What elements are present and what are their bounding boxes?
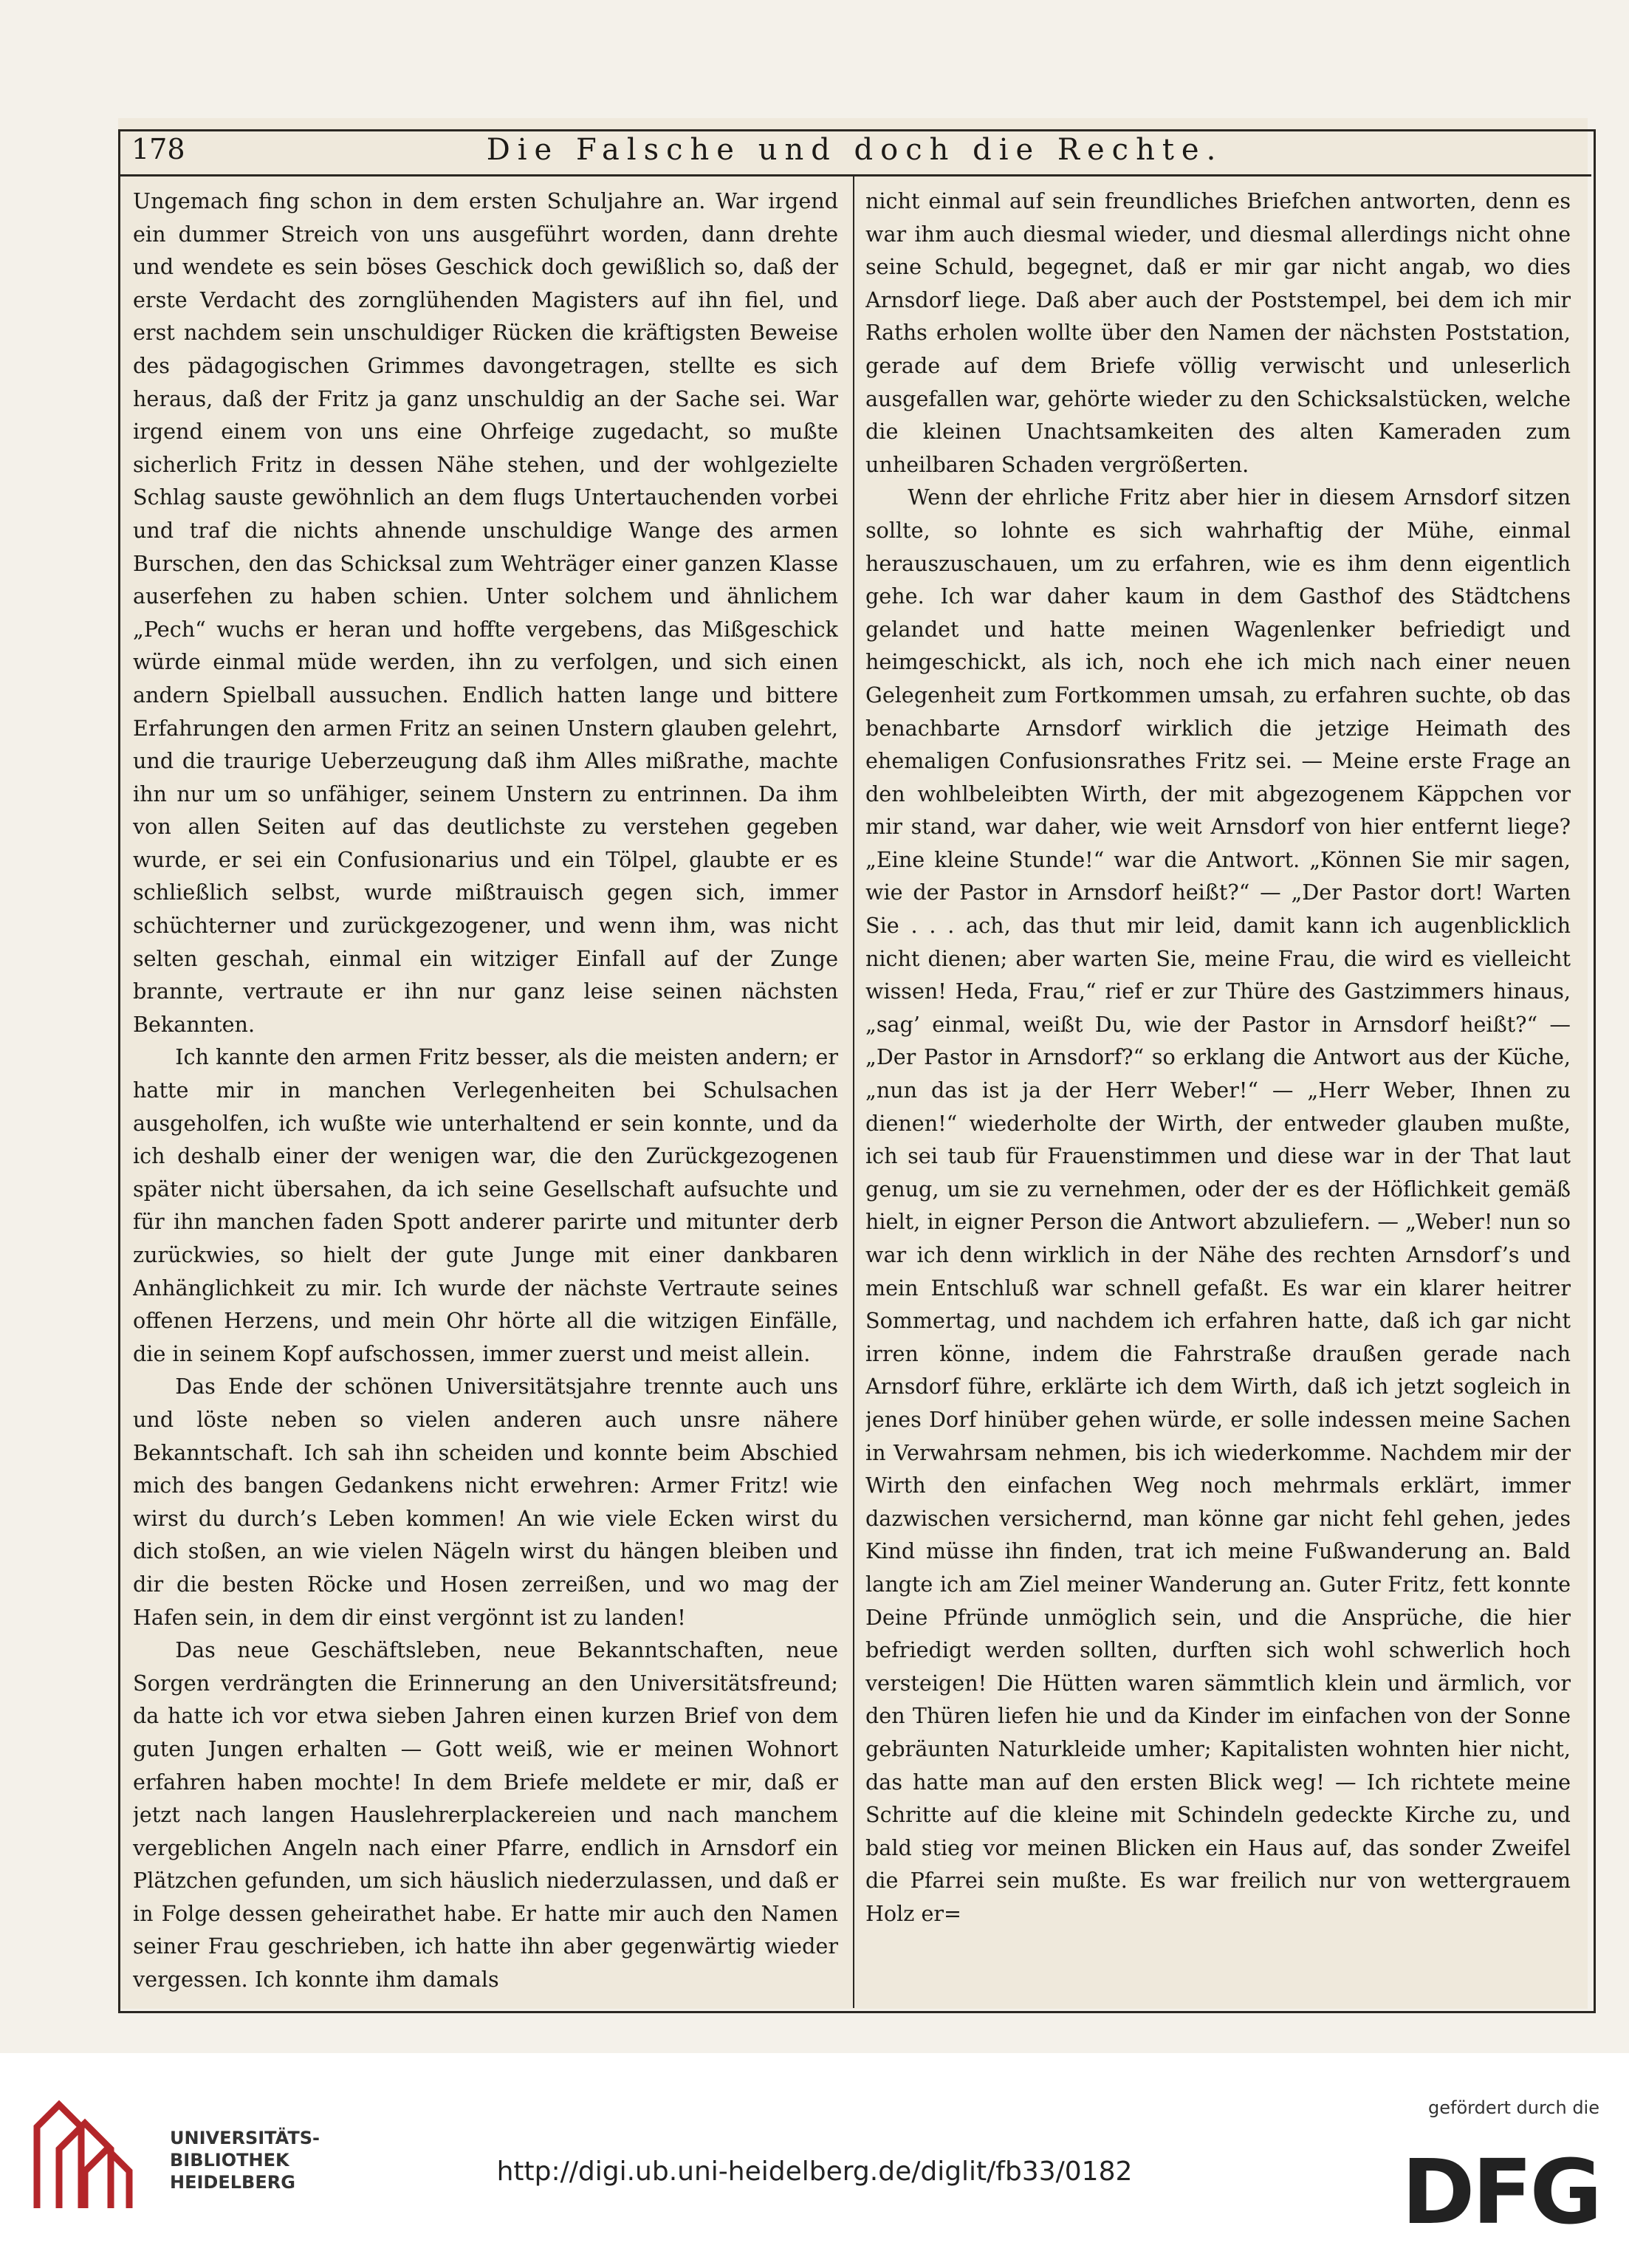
paragraph: Ungemach fing schon in dem ersten Schuljahre an. War irgend ein dummer Streich von uns ausgeführt worden, dann drehte und wendete es sein böses Geschick doch gewißlich so, daß der erste Verdacht des zornglühenden Magisters auf ihn fiel, und erst nachdem sein unschuldiger Rücken die kräftigsten Beweise des pädagogischen Grimmes davongetragen, stellte es sich heraus, daß der Fritz ja ganz unschuldig an der Sache sei. War irgend einem von uns eine Ohrfeige zugedacht, so mußte sicherlich Fritz in dessen Nähe stehen, und der wohlgezielte Schlag sauste gewöhnlich an dem flugs Untertauchenden vorbei und traf die nichts ahnende unschuldige Wange des armen Burschen, den das Schicksal zum Wehträger einer ganzen Klasse auserfehen zu haben schien. Unter solchem und ähnlichem „Pech“ wuchs er heran und hoffte vergebens, das Mißgeschick würde einmal müde werden, ihn zu verfolgen, und sich einen andern Spielball aussuchen. Endlich hatten lange und bittere Erfahrungen den armen Fritz an seinen Unstern glauben gelehrt, und die traurige Ueberzeugung daß ihm Alles mißrathe, machte ihn nur um so unfähiger, seinem Unstern zu entrinnen. Da ihm von allen Seiten auf das deutlichste zu verstehen gegeben wurde, er sei ein Confusionarius und ein Tölpel, glaubte er es schließlich selbst, wurde mißtrauisch gegen sich, immer schüchterner und zurückgezogener, und wenn ihm, was nicht selten geschah, einmal ein witziger Einfall auf der Zunge brannte, vertraute er ihn nur ganz leise seinen nächsten Bekannten. <box>133 188 838 1037</box>
digitization-footer <box>0 2053 1629 2268</box>
paragraph: Wenn der ehrliche Fritz aber hier in diesem Arnsdorf sitzen sollte, so lohnte es sich wahrhaftig der Mühe, einmal herauszuschauen, um zu erfahren, wie es ihm denn eigentlich gehe. Ich war daher kaum in dem Gasthof des Städtchens gelandet und hatte meinen Wagenlenker befriedigt und heimgeschickt, als ich, noch ehe ich mich nach einer neuen Gelegenheit zum Fortkommen umsah, zu erfahren suchte, ob das benachbarte Arnsdorf wirklich die jetzige Heimath des ehemaligen Confusionsrathes Fritz sei. — Meine erste Frage an den wohlbeleibten Wirth, der mit abgezogenem Käppchen vor mir stand, war daher, wie weit Arnsdorf von hier entfernt liege? „Eine kleine Stunde!“ war die Antwort. „Können Sie mir sagen, wie der Pastor in Arnsdorf heißt?“ — „Der Pastor dort! Warten Sie . . . ach, das thut mir leid, damit kann ich augenblicklich nicht dienen; aber warten Sie, meine Frau, die wird es vielleicht wissen! Heda, Frau,“ rief er zur Thüre des Gastzimmers hinaus, „sag’ einmal, weißt Du, wie der Pastor in Arnsdorf heißt?“ — „Der Pastor in Arnsdorf?“ so erklang die Antwort aus der Küche, „nun das ist ja der Herr Weber!“ — „Herr Weber, Ihnen zu dienen!“ wiederholte der Wirth, der entweder glauben mußte, ich sei taub für Frauenstimmen und diese war in der That laut genug, um sie zu vernehmen, oder der es der Höflichkeit gemäß hielt, in eigner Person die Antwort abzuliefern. — „Weber! nun so war ich denn wirklich in der Nähe des rechten Arnsdorf’s und mein Entschluß war schnell gefaßt. Es war ein klarer heitrer Sommertag, und nachdem ich erfahren hatte, daß ich gar nicht irren könne, indem die Fahrstraße draußen gerade nach Arnsdorf führe, erklärte ich dem Wirth, daß ich jetzt sogleich in jenes Dorf hinüber gehen würde, er solle indessen meine Sachen in Verwahrsam nehmen, bis ich wiederkomme. Nachdem mir der Wirth den einfachen Weg noch mehrmals erklärt, immer dazwischen versichernd, man könne gar nicht fehl gehen, jedes Kind müsse ihn finden, trat ich meine Fußwanderung an. Bald langte ich am Ziel meiner Wanderung an. Guter Fritz, fett konnte Deine Pfründe unmöglich sein, und die Ansprüche, die hier befriedigt werden sollten, durften sich wohl schwerlich hoch versteigen! Die Hütten waren sämmtlich klein und ärmlich, vor den Thüren liefen hie und da Kinder im einfachen von der Sonne gebräunten Naturkleide umher; Kapitalisten wohnten hier nicht, das hatte man auf den ersten Blick weg! — Ich richtete meine Schritte auf die kleine mit Schindeln gedeckte Kirche zu, und bald stieg vor meinen Blicken ein Haus auf, das sonder Zweifel die Pfarrei sein mußte. Es war freilich nur von wettergrauem Holz er= <box>865 484 1571 1926</box>
paragraph: Ich kannte den armen Fritz besser, als die meisten andern; er hatte mir in manchen Verlegenheiten bei Schulsachen ausgeholfen, ich wußte wie unterhaltend er sein konnte, und da ich deshalb einer der wenigen war, die den Zurückgezogenen später nicht übersahen, da ich seine Gesellschaft aufsuchte und für ihn manchen faden Spott anderer parirte und mitunter derb zurückwies, so hielt der gute Junge mit einer dankbaren Anhänglichkeit zu mir. Ich wurde der nächste Vertraute seines offenen Herzens, und mein Ohr hörte all die witzigen Einfälle, die in seinem Kopf aufschossen, immer zuerst und meist allein. <box>133 1044 838 1366</box>
library-name: UNIVERSITÄTS- BIBLIOTHEK HEIDELBERG <box>170 2128 320 2193</box>
left-column <box>133 185 838 2001</box>
header-rule <box>118 174 1591 177</box>
paragraph: nicht einmal auf sein freundliches Briefchen antworten, denn es war ihm auch diesmal wieder, und diesmal allerdings nicht ohne seine Schuld, begegnet, daß er mir gar nicht angab, wo dies Arnsdorf liege. Daß aber auch der Poststempel, bei dem ich mir Raths erholen wollte über den Namen der nächsten Poststation, gerade auf dem Briefe völlig verwischt und unleserlich ausgefallen war, gehörte wieder zu den Schicksalstücken, welche die kleinen Unachtsamkeiten des alten Kameraden zum unheilbaren Schaden vergrößerten. <box>865 188 1571 477</box>
right-column <box>865 185 1571 2001</box>
paragraph: Das Ende der schönen Universitätsjahre trennte auch uns und löste neben so vielen anderen auch unsre nähere Bekanntschaft. Ich sah ihn scheiden und konnte beim Abschied mich des bangen Gedankens nicht erwehren: Armer Fritz! wie wirst du durch’s Leben kommen! An wie viele Ecken wirst du dich stoßen, an wie vielen Nägeln wirst du hängen bleiben und dir die besten Röcke und Hosen zerreißen, und wo mag der Hafen sein, in dem dir einst vergönnt ist zu landen! <box>133 1374 838 1630</box>
university-library-logo-icon <box>30 2083 137 2216</box>
paragraph: Das neue Geschäftsleben, neue Bekanntschaften, neue Sorgen verdrängten die Erinnerung an den Universitätsfreund; da hatte ich vor etwa sieben Jahren einen kurzen Brief von dem guten Jungen erhalten — Gott weiß, wie er meinen Wohnort erfahren haben mochte! In dem Briefe meldete er mir, daß er jetzt nach langen Hauslehrerplackereien und nach manchem vergeblichen Angeln nach einer Pfarre, endlich in Arnsdorf ein Plätzchen gefunden, um sich häuslich niederzulassen, und daß er in Folge dessen geheirathet habe. Er hatte mir auch den Namen seiner Frau geschrieben, ich hatte ihn aber gegenwärtig wieder vergessen. Ich konnte ihm damals <box>133 1637 838 1993</box>
dfg-logo: DFG <box>1401 2142 1599 2244</box>
running-title: Die Falsche und doch die Rechte. <box>486 133 1224 167</box>
column-divider <box>853 177 854 2008</box>
page-header <box>118 130 1591 174</box>
page-number: 178 <box>131 133 185 165</box>
source-url-link[interactable]: http://digi.ub.uni-heidelberg.de/diglit/fb33/0182 <box>496 2156 1133 2187</box>
funding-note: gefördert durch die <box>1428 2097 1599 2118</box>
